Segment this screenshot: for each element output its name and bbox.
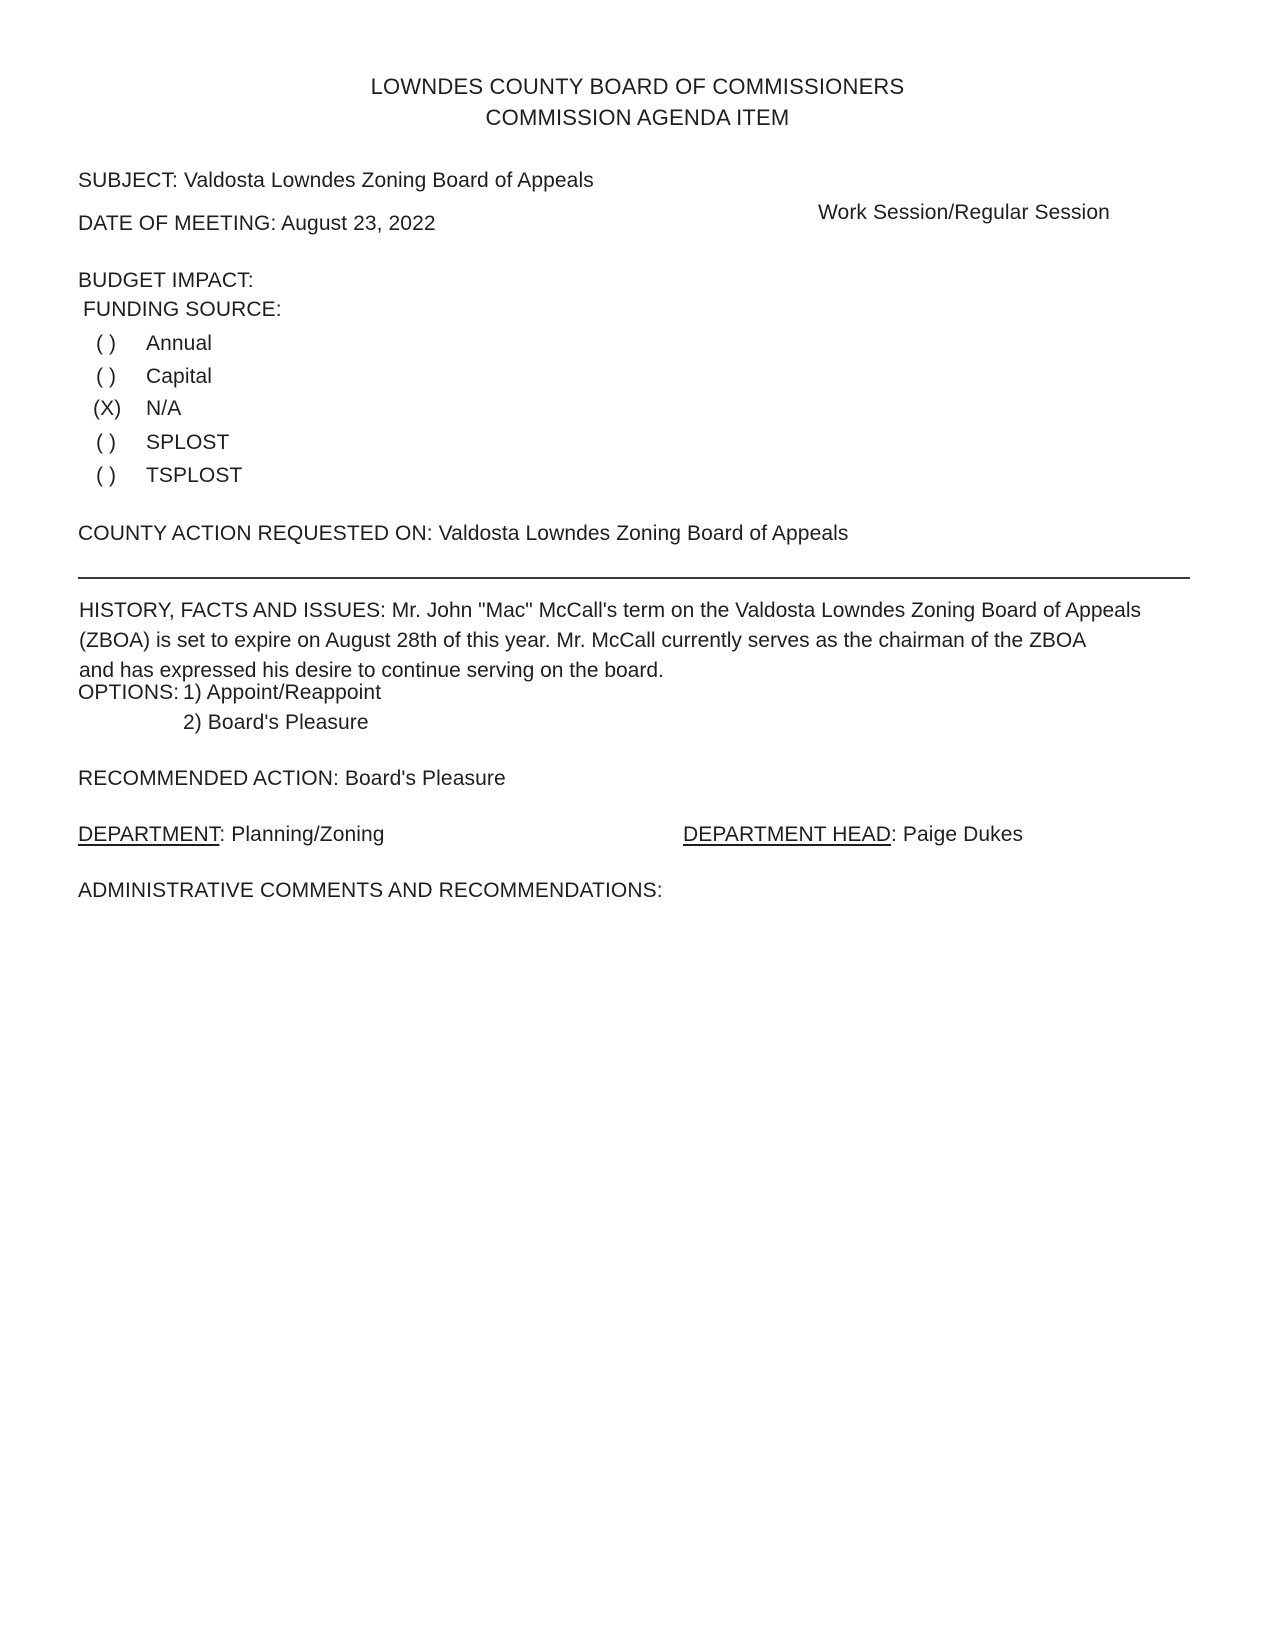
funding-source-label: SPLOST (146, 431, 230, 454)
funding-checkbox: ( ) (96, 365, 117, 388)
department-value: Planning/Zoning (231, 823, 385, 846)
history-label: HISTORY, FACTS AND ISSUES: (79, 599, 386, 622)
funding-source-label: N/A (146, 397, 182, 420)
history-text: Mr. John "Mac" McCall's term on the Valdosta Lowndes Zoning Board of Appeals (391, 599, 1142, 622)
funding-source-label: Capital (146, 365, 213, 388)
department-head-row: DEPARTMENT HEAD: Paige Dukes (683, 823, 1024, 846)
funding-source-tsplost (96, 463, 242, 489)
document-subtitle: COMMISSION AGENDA ITEM (485, 105, 790, 130)
history-line-2: (ZBOA) is set to expire on August 28th of this year. Mr. McCall currently serves as the chairman of the ZBOA (79, 629, 1087, 652)
subject-value: Valdosta Lowndes Zoning Board of Appeals (183, 169, 594, 192)
recommended-action-value: Board's Pleasure (344, 767, 506, 790)
section-divider (78, 577, 1190, 579)
option-item-2: 2) Board's Pleasure (183, 711, 369, 734)
history-paragraph (79, 596, 1209, 686)
funding-source-label: FUNDING SOURCE: (83, 298, 282, 321)
county-action-value: Valdosta Lowndes Zoning Board of Appeals (438, 522, 849, 545)
county-action-label: COUNTY ACTION REQUESTED ON: (78, 522, 433, 545)
county-action-row (78, 521, 849, 547)
department-head-value: Paige Dukes (902, 823, 1024, 846)
department-label: DEPARTMENT (78, 823, 220, 846)
history-line-1 (79, 596, 1209, 626)
document-title: LOWNDES COUNTY BOARD OF COMMISSIONERS (370, 74, 905, 99)
session-type: Work Session/Regular Session (818, 201, 1110, 224)
admin-comments-label: ADMINISTRATIVE COMMENTS AND RECOMMENDATIONS: (78, 879, 663, 902)
meeting-date-row (78, 211, 436, 237)
meeting-date-value: August 23, 2022 (281, 212, 436, 235)
options-label: OPTIONS: (78, 681, 180, 704)
subject-label: SUBJECT: (78, 169, 178, 192)
funding-source-na (93, 396, 181, 422)
funding-source-label: TSPLOST (146, 464, 243, 487)
funding-source-splost (96, 430, 229, 456)
funding-checkbox: ( ) (96, 332, 117, 355)
option-item-1: 1) Appoint/Reappoint (183, 681, 382, 704)
budget-impact-label: BUDGET IMPACT: (78, 269, 254, 292)
funding-checkbox: ( ) (96, 464, 117, 487)
funding-source-annual (96, 331, 212, 357)
recommended-action-label: RECOMMENDED ACTION: (78, 767, 339, 790)
department-row: DEPARTMENT: Planning/Zoning (78, 823, 385, 846)
funding-source-capital (96, 364, 212, 390)
funding-checkbox: ( ) (96, 431, 117, 454)
meeting-date-label: DATE OF MEETING: (78, 212, 277, 235)
funding-checkbox-checked: (X) (93, 397, 122, 420)
history-line-3: and has expressed his desire to continue serving on the board. (79, 659, 664, 682)
department-head-label: DEPARTMENT HEAD (683, 823, 892, 846)
recommended-action-row (78, 766, 506, 792)
subject-row (78, 168, 594, 194)
funding-source-label: Annual (146, 332, 212, 355)
